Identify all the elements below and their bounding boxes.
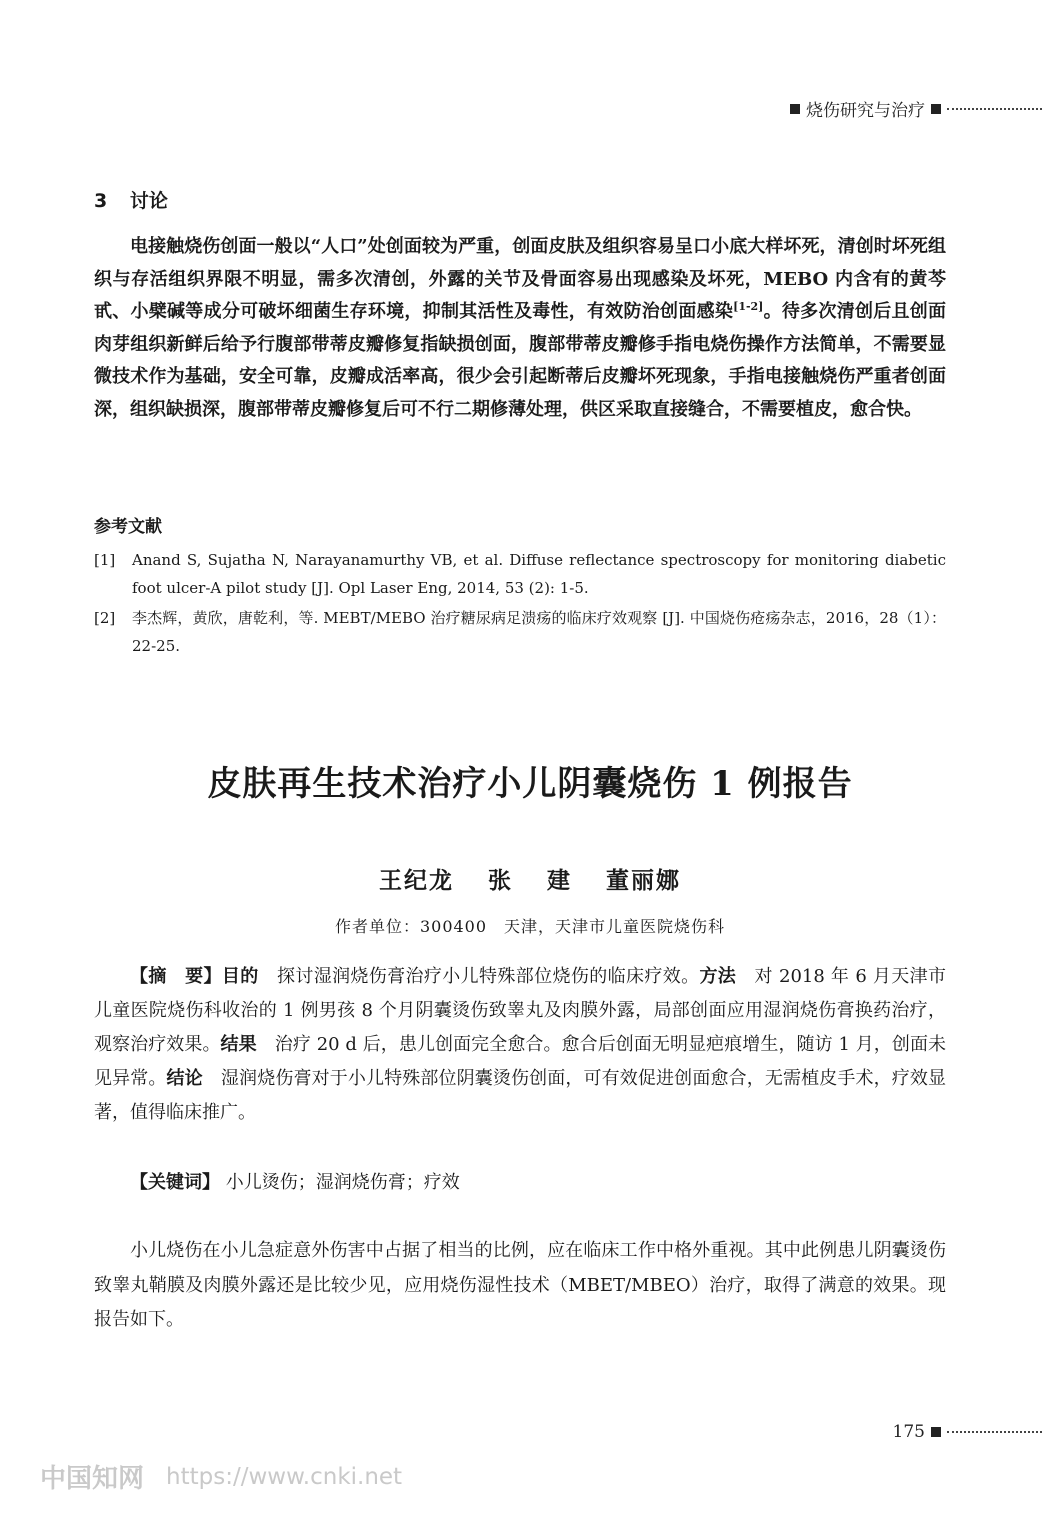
discussion-text-part1: 电接触烧伤创面一般以“人口”处创面较为严重，创面皮肤及组织容易呈口小底大样坏死，清创时坏死组织与存活组织界限不明显，需多次清创，外露的关节及骨面容易出现感染及坏死，MEBO 内含有的黄芩甙、小檗碱等成分可破坏细菌生存环境，抑制其活性及毒性，有效防治创面感染 (94, 236, 946, 322)
watermark (40, 1458, 402, 1495)
page-number: 175 (892, 1422, 925, 1442)
reference-text: Anand S, Sujatha N, Narayanamurthy VB, et al. Diffuse reflectance spectroscopy for monitoring diabetic foot ulcer-A pilot study [J]. Opl Laser Eng, 2014, 53 (2): 1-5. (132, 551, 946, 597)
dotted-rule (947, 108, 1042, 110)
citation-marker: [1-2] (733, 300, 764, 313)
keywords-label: 【关键词】 (130, 1172, 220, 1193)
square-bullet-icon (790, 104, 800, 114)
discussion-paragraph (94, 231, 946, 426)
section-number: 3 (94, 190, 108, 212)
watermark-url: https://www.cnki.net (166, 1463, 403, 1490)
abstract-label: 【摘 要】 (130, 966, 222, 987)
dotted-rule (947, 1431, 1042, 1433)
conclusion-text: 湿润烧伤膏对于小儿特殊部位阴囊烫伤创面，可有效促进创面愈合，无需植皮手术，疗效显著，值得临床推广。 (94, 1068, 947, 1123)
references-title: 参考文献 (94, 517, 162, 537)
article-title: 皮肤再生技术治疗小儿阴囊烧伤 1 例报告 (207, 764, 853, 804)
conclusion-label: 结论 (166, 1068, 203, 1089)
running-header (790, 96, 1042, 121)
author-affiliation: 作者单位：300400 天津，天津市儿童医院烧伤科 (334, 917, 726, 936)
results-label: 结果 (220, 1034, 257, 1055)
results-text: 治疗 20 d 后，患儿创面完全愈合。愈合后创面无明显疤痕增生，随访 1 月，创面未见异常。 (94, 1034, 947, 1089)
watermark-logo: 中国知网 (40, 1464, 145, 1494)
journal-section-label: 烧伤研究与治疗 (806, 101, 925, 121)
reference-number: [1] (94, 551, 116, 569)
intro-paragraph: 小儿烧伤在小儿急症意外伤害中占据了相当的比例，应在临床工作中格外重视。其中此例患儿阴囊烫伤致睾丸鞘膜及肉膜外露还是比较少见，应用烧伤湿性技术（MBET/MBEO）治疗，取得了满意的效果。现报告如下。 (94, 1240, 946, 1330)
keywords (94, 1168, 946, 1194)
discussion-text-part2: 。待多次清创后且创面肉芽组织新鲜后给予行腹部带蒂皮瓣修复指缺损创面，腹部带蒂皮瓣修手指电烧伤操作方法简单，不需要显微技术作为基础，安全可靠，皮瓣成活率高，很少会引起断蒂后皮瓣坏死现象，手指电接触烧伤严重者创面深，组织缺损深，腹部带蒂皮瓣修复后可不行二期修薄处理，供区采取直接缝合，不需要植皮，愈合快。 (94, 301, 947, 420)
reference-number: [2] (94, 609, 116, 627)
reference-text: 李杰辉，黄欣，唐乾利，等. MEBT/MEBO 治疗糖尿病足溃疡的临床疗效观察 [J]. 中国烧伤疮疡杂志，2016，28（1）：22-25. (132, 609, 946, 655)
methods-text: 对 2018 年 6 月天津市儿童医院烧伤科收治的 1 例男孩 8 个月阴囊烫伤致睾丸及肉膜外露，局部创面应用湿润烧伤膏换药治疗，观察治疗效果。 (94, 966, 947, 1055)
section-title: 讨论 (129, 190, 168, 212)
methods-label: 方法 (699, 966, 737, 987)
square-bullet-icon (931, 1427, 941, 1437)
references-list (94, 546, 946, 662)
square-bullet-icon (931, 104, 941, 114)
abstract (94, 960, 946, 1130)
page-footer (893, 1422, 1042, 1442)
objective-text: 探讨湿润烧伤膏治疗小儿特殊部位烧伤的临床疗效。 (258, 966, 700, 987)
objective-label: 目的 (221, 966, 259, 987)
reference-item (94, 604, 946, 660)
reference-item (94, 546, 946, 602)
discussion-heading (94, 186, 168, 213)
article-authors: 王纪龙 张 建 董丽娜 (378, 867, 682, 894)
keywords-text: 小儿烫伤；湿润烧伤膏；疗效 (220, 1172, 460, 1193)
